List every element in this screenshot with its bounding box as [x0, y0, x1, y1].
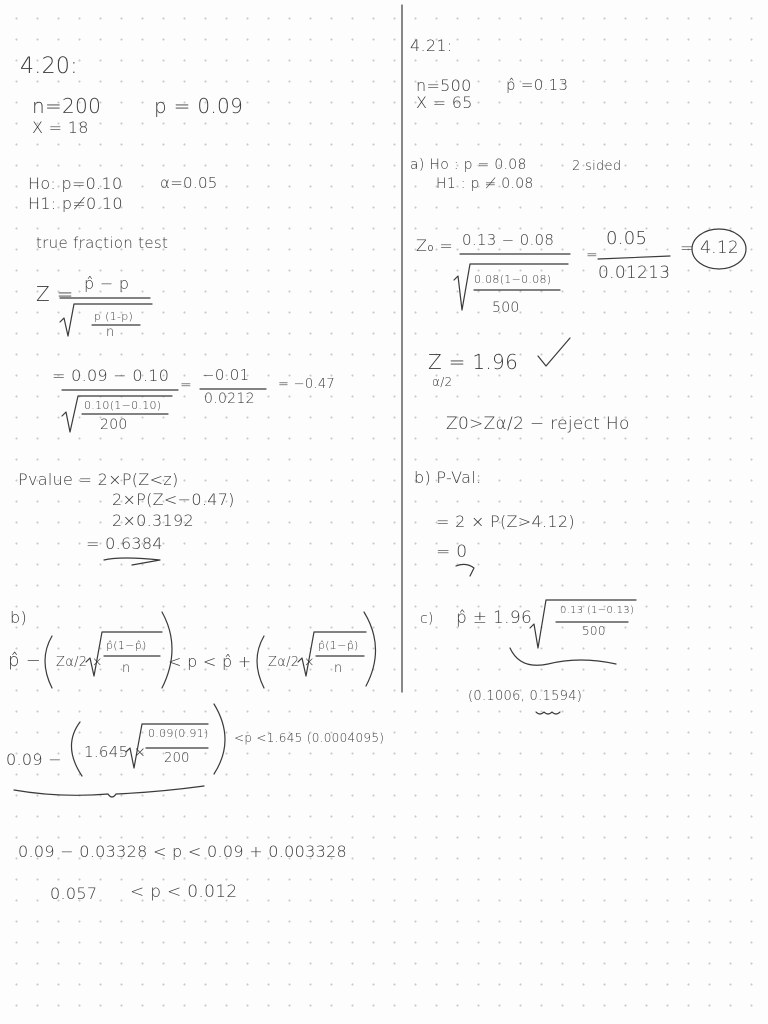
part-a-sided: 2 sided — [572, 159, 622, 174]
ci-rad-denominator-2: n — [334, 661, 343, 676]
pvalue-line-1: Pvalue = 2×P(Z<z) — [18, 470, 179, 489]
part-c-rad-numerator: 0.13 (1−0.13) — [560, 605, 635, 616]
ci-rad-numerator-2: p̂(1−p̂) — [318, 639, 359, 652]
sub-lead: 0.09 − — [6, 750, 62, 769]
pvalue-result: = 0.6384 — [86, 534, 163, 553]
eq-equals: = — [180, 377, 193, 393]
ci-rad-denominator: n — [122, 661, 131, 676]
part-c-expr: p̂ ± 1.96 — [456, 608, 533, 628]
reject-decision: Z0>Zα/2 − reject Ho — [446, 414, 630, 434]
ci-rparen-2 — [364, 612, 376, 686]
zero-underline — [456, 564, 474, 576]
ci-lparen — [45, 636, 52, 688]
interval-wave — [536, 712, 560, 714]
ci-rad-numerator: p̂(1−p̂) — [106, 639, 147, 652]
eq-rad-denominator: 200 — [100, 417, 128, 433]
sub-brace — [14, 786, 204, 797]
part-b-line-2: = 0 — [436, 542, 468, 562]
part-c-interval: (0.1006, 0.1594) — [468, 689, 583, 704]
sub-rparen — [214, 704, 225, 774]
eq-frac-numerator: −0.01 — [202, 366, 250, 384]
z0-numerator: 0.13 − 0.08 — [462, 231, 555, 249]
sub-z: 1.645 × — [84, 743, 147, 761]
given-p: p = 0.09 — [154, 94, 244, 118]
z0-equals: = — [586, 247, 599, 263]
z0-rad-denominator: 500 — [492, 300, 520, 316]
alpha-value: α=0.05 — [160, 174, 218, 192]
part-b-pval: b) P-Val: — [414, 468, 482, 487]
check-mark — [538, 338, 570, 366]
given-n: n=200 — [32, 94, 102, 118]
alt-hypothesis: H1: p≠0.10 — [28, 194, 123, 213]
part-b-label: b) — [10, 608, 27, 627]
z-numerator: p̂ − p — [84, 274, 130, 293]
heading-4-20: 4.20: — [20, 54, 78, 79]
eq-numerator: = 0.09 − 0.10 — [52, 366, 170, 385]
pvalue-line-2: 2×P(Z<−0.47) — [112, 490, 235, 509]
ci-phat: p̂ − — [8, 650, 42, 671]
part-a-h1: H1 : p ≠ 0.08 — [436, 176, 534, 192]
ci-z: Zα/2 × — [56, 655, 103, 670]
given-x-2: X = 65 — [416, 93, 473, 112]
ci-lparen-2 — [257, 636, 264, 688]
ci-rparen — [162, 612, 172, 688]
eq-frac-denominator: 0.0212 — [204, 391, 255, 407]
sub-rad-denominator: 200 — [164, 751, 190, 766]
pvalue-line-3: 2×0.3192 — [112, 511, 194, 530]
z0-frac-denominator: 0.01213 — [598, 263, 671, 283]
z0-frac2-bar — [598, 256, 670, 259]
c-wave — [510, 648, 616, 665]
z-rad-numerator: p (1-p) — [94, 310, 134, 323]
part-c-rad-denominator: 500 — [582, 624, 606, 638]
given-phat: p̂ =0.13 — [506, 76, 569, 94]
z0-rad-numerator: 0.08(1−0.08) — [474, 273, 552, 286]
z0-equals-2: = — [680, 238, 694, 257]
sub-rad-numerator: 0.09(0.91) — [148, 727, 209, 740]
final-line-1: 0.09 − 0.03328 < p < 0.09 + 0.003328 — [18, 842, 348, 861]
ci-z-2: Zα/2 × — [268, 655, 315, 670]
final-line-2-right: < p < 0.012 — [130, 882, 238, 902]
z-result: = −0.47 — [278, 377, 335, 392]
z-critical-subscript: α/2 — [432, 375, 453, 389]
z-rad-denominator: n — [106, 325, 115, 340]
test-name: true fraction test — [36, 234, 169, 252]
z0-result: 4.12 — [700, 238, 740, 258]
z0-lhs: Z₀ = — [416, 236, 454, 255]
z-critical: Z = 1.96 — [428, 350, 519, 374]
ci-middle: < p < p̂ + — [168, 652, 252, 671]
final-line-2-left: 0.057 — [50, 884, 98, 903]
given-x: X = 18 — [32, 118, 89, 137]
part-c-label: c) — [420, 611, 434, 627]
part-a-h0: a) Ho : p = 0.08 — [410, 157, 527, 173]
z0-frac-numerator: 0.05 — [606, 228, 648, 249]
pvalue-underline — [104, 558, 160, 565]
heading-4-21: 4.21: — [410, 36, 453, 55]
null-hypothesis: Ho: p=0.10 — [28, 174, 123, 193]
sub-tail: <p <1.645 (0.0004095) — [234, 731, 385, 745]
given-n-2: n=500 — [416, 76, 472, 95]
sub-lparen — [71, 722, 82, 776]
z-lhs: Z = — [36, 282, 74, 306]
part-b-line-1: = 2 × P(Z>4.12) — [436, 512, 575, 531]
eq-rad-numerator: 0.10(1−0.10) — [84, 399, 162, 412]
